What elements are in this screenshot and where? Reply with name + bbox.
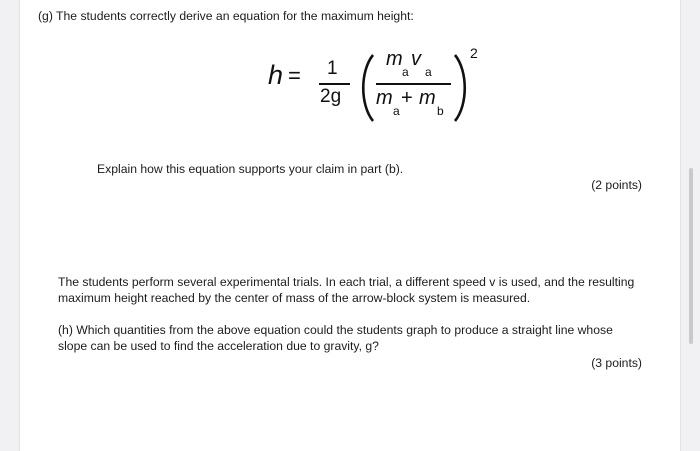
intro-line-2: maximum height reached by the center of mass of the arrow-block system is measured. xyxy=(58,291,531,305)
eq-fraction-den: 2g xyxy=(320,86,342,107)
intro-line-1: The students perform several experimental trials. In each trial, a different speed v is used, and the resulting xyxy=(58,275,635,289)
eq-num-m: m xyxy=(386,48,403,70)
eq-num-v: v xyxy=(411,48,421,70)
eq-den-m1: m xyxy=(376,87,393,109)
eq-den-m2: m xyxy=(419,87,436,109)
part-g-points: (2 points) xyxy=(591,178,642,192)
part-h-line-1: (h) Which quantities from the above equation could the students graph to produce a straight line whose xyxy=(58,323,613,337)
part-g-prompt: (g) The students correctly derive an equation for the maximum height: xyxy=(38,9,414,23)
eq-inner-fraction-bar xyxy=(376,83,451,85)
eq-num-sub-a2: a xyxy=(425,65,432,79)
right-paren xyxy=(452,53,470,123)
eq-fraction-num: 1 xyxy=(327,58,338,79)
eq-den-sub-b: b xyxy=(437,104,444,118)
eq-num-sub-a: a xyxy=(402,65,409,79)
eq-den-plus: + xyxy=(401,87,413,109)
left-paren xyxy=(358,53,376,123)
eq-exponent: 2 xyxy=(470,45,478,61)
part-h-points: (3 points) xyxy=(591,356,642,370)
eq-equals: = xyxy=(288,63,301,88)
eq-fraction-bar xyxy=(319,83,350,85)
max-height-equation xyxy=(268,38,498,138)
part-g-question: Explain how this equation supports your claim in part (b). xyxy=(97,162,404,176)
part-h-line-2: slope can be used to find the acceleration due to gravity, g? xyxy=(58,339,379,353)
eq-h: h xyxy=(268,60,284,90)
eq-den-sub-a: a xyxy=(393,104,400,118)
scrollbar[interactable] xyxy=(689,168,693,344)
